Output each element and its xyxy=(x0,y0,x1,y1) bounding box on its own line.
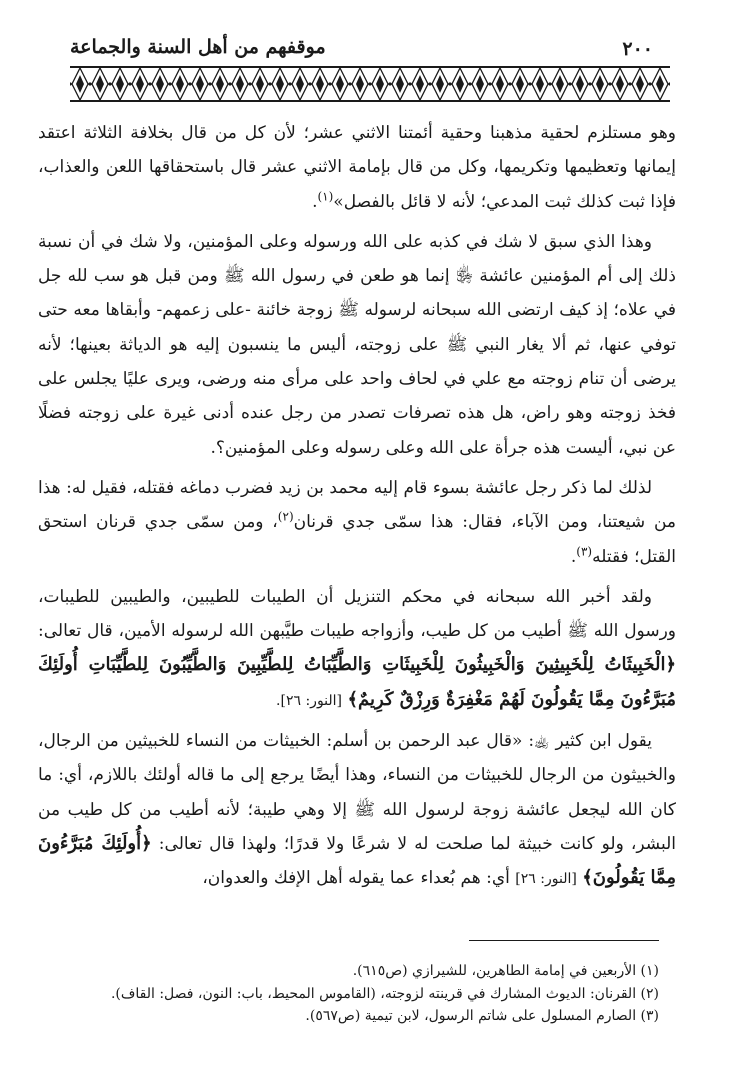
paragraph-3-end: . xyxy=(570,546,577,567)
paragraph-1-text: وهو مستلزم لحقية مذهبنا وحقية أئمتنا الاثني عشر؛ لأن كل من قال بخلافة الثلاثة اعتقد إيمانها وتعظيمها وتكريمها، وكل من قال بإمامة الاثني عشر قال باستحقاقها اللعن والعذاب، فإذا ثبت كذلك ثبت المدعي؛ لأنه لا قائل بالفصل» xyxy=(38,123,676,212)
paragraph-3-mid: ، ومن سمّى جدي قرنان استحق القتل؛ فقتله xyxy=(38,512,676,567)
footnote-divider xyxy=(469,940,659,941)
footnote-mark-2: (٢) xyxy=(277,509,294,524)
paragraph-1 xyxy=(38,116,676,219)
footnote-3: (٣) الصارم المسلول على شاتم الرسول، لابن تيمية (ص٥٦٧). xyxy=(305,1008,659,1024)
main-text xyxy=(38,116,676,903)
paragraph-4-text: ولقد أخبر الله سبحانه في محكم التنزيل أن الطيبات للطيبين، والطيبين للطيبات، ورسول الله ﷺ أطيب من كل طيب، وأزواجه طيبات طيَّبهن الله لرسوله الأمين، قال تعالى: xyxy=(38,586,676,642)
paragraph-5-text: يقول ابن كثير ﵀: «قال عبد الرحمن بن أسلم: الخبيثات من النساء للخبيثين من الرجال، والخبيثون من الرجال للخبيثات من النساء، وهذا أيضًا يرجع إلى ما قاله أولئك باللازم، أي: ما كان الله ليجعل عائشة زوجة لرسول الله ﷺ إلا وهي طيبة؛ لأنه أطيب من كل طيب من البشر، ولو كانت خبيثة لما صلحت له لا شرعًا ولا قدرًا؛ ولهذا قال تعالى: xyxy=(38,731,676,854)
verse-reference-1: [النور: ٢٦]. xyxy=(276,692,343,709)
verse-reference-2: [النور: ٢٦] xyxy=(515,871,577,888)
paragraph-3-text: لذلك لما ذكر رجل عائشة بسوء قام إليه محمد بن زيد فضرب دماغه فقتله، فقيل له: هذا من شيعتنا، ومن الآباء، فقال: هذا سمّى جدي قرنان xyxy=(38,477,676,533)
paragraph-5 xyxy=(38,724,676,896)
paragraph-2 xyxy=(38,225,676,465)
footnotes xyxy=(110,960,659,1028)
paragraph-5-end: أي: هم بُعداء عما يقوله أهل الإفك والعدوان، xyxy=(202,868,510,889)
footnote-2: (٢) القرنان: الديوث المشارك في قرينته لزوجته، (القاموس المحيط، باب: النون، فصل: القاف). xyxy=(110,985,659,1002)
quran-verse-1: ﴿الْخَبِيثَاتُ لِلْخَبِيثِينَ وَالْخَبِيثُونَ لِلْخَبِيثَاتِ وَالطَّيِّبَاتُ لِلطَّيِّبِينَ وَالطَّيِّبُونَ لِلطَّيِّبَاتِ أُولَئِكَ مُبَرَّءُونَ مِمَّا يَقُولُونَ لَهُمْ مَغْفِرَةٌ وَرِزْقٌ كَرِيمٌ﴾ xyxy=(38,654,676,710)
footnote-mark-3: (٣) xyxy=(576,543,593,558)
page-header xyxy=(70,34,653,66)
running-title: موقفهم من أهل السنة والجماعة xyxy=(70,36,326,58)
paragraph-1-end: . xyxy=(312,191,318,212)
header-ornament xyxy=(70,66,670,102)
quran-verse-2: ﴿أُولَئِكَ مُبَرَّءُونَ مِمَّا يَقُولُونَ﴾ xyxy=(38,832,676,889)
paragraph-3 xyxy=(38,471,676,574)
paragraph-4 xyxy=(38,580,676,718)
footnote-1: (١) الأربعين في إمامة الطاهرين، للشيرازي (ص٦١٥). xyxy=(352,963,659,979)
footnote-mark-1: (١) xyxy=(317,188,334,203)
paragraph-2-text: وهذا الذي سبق لا شك في كذبه على الله ورسوله وعلى المؤمنين، ولا شك في أن نسبة ذلك إلى أم المؤمنين عائشة ﵂ إنما هو طعن في رسول الله ﷺ ومن قبل هو سب لله جل في علاه؛ إذ كيف ارتضى الله سبحانه لرسوله ﷺ زوجة خائنة -على زعمهم- وأبقاها معه حتى توفي عنها، ثم ألا يغار النبي ﷺ على زوجته، أليس ما ينسبون إليه هو الدياثة بعينها؛ لأنه يرضى أن تنام زوجته مع علي في لحاف واحد على مرأى منه ورضى، ويرى عليًا يجلس على فخذ زوجته وهو راض، هل هذه تصرفات تصدر من رجل عنده أدنى غيرة على زوجته فضلًا عن نبي، أليست هذه جرأة على الله وعلى رسوله وعلى المؤمنين؟. xyxy=(38,231,676,458)
page-number: ٢٠٠ xyxy=(622,38,653,60)
